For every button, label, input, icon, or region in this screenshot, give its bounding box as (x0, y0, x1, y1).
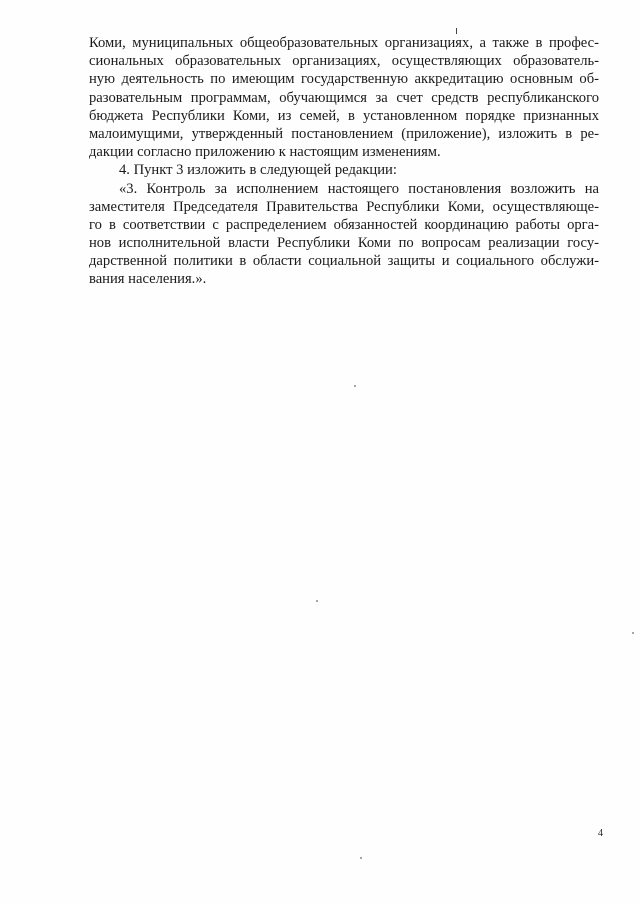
scan-speck (360, 857, 362, 859)
text-line: го в соответствии с распределением обязанностей координацию работы орга- (89, 216, 599, 233)
text-line: разовательным программам, обучающимся за счет средств республиканского (89, 89, 599, 106)
text-line: сиональных образовательных организациях, осуществляющих образователь- (89, 53, 599, 70)
text-line: «3. Контроль за исполнением настоящего постановления возложить на (119, 180, 599, 197)
clause-heading: 4. Пункт 3 изложить в следующей редакции: (119, 162, 397, 179)
scan-speck (354, 385, 356, 387)
text-line: малоимущими, утвержденный постановлением (приложение), изложить в ре- (89, 125, 599, 142)
text-line: нов исполнительной власти Республики Коми по вопросам реализации госу- (89, 235, 599, 252)
text-line: ную деятельность по имеющим государственную аккредитацию основным об- (89, 71, 599, 88)
page-number: 4 (598, 828, 603, 839)
scan-speck (632, 632, 634, 634)
scan-speck (316, 600, 318, 602)
document-body (89, 34, 599, 289)
text-line: дарственной политики в области социальной защиты и социального обслужи- (89, 253, 599, 270)
text-line: дакции согласно приложению к настоящим изменениям. (89, 144, 441, 161)
text-line: вания населения.». (89, 271, 207, 288)
text-line: бюджета Республики Коми, из семей, в установленном порядке признанных (89, 107, 599, 124)
text-line: заместителя Председателя Правительства Республики Коми, осуществляюще- (89, 198, 599, 215)
text-line: Коми, муниципальных общеобразовательных организациях, а также в профес- (89, 35, 599, 51)
